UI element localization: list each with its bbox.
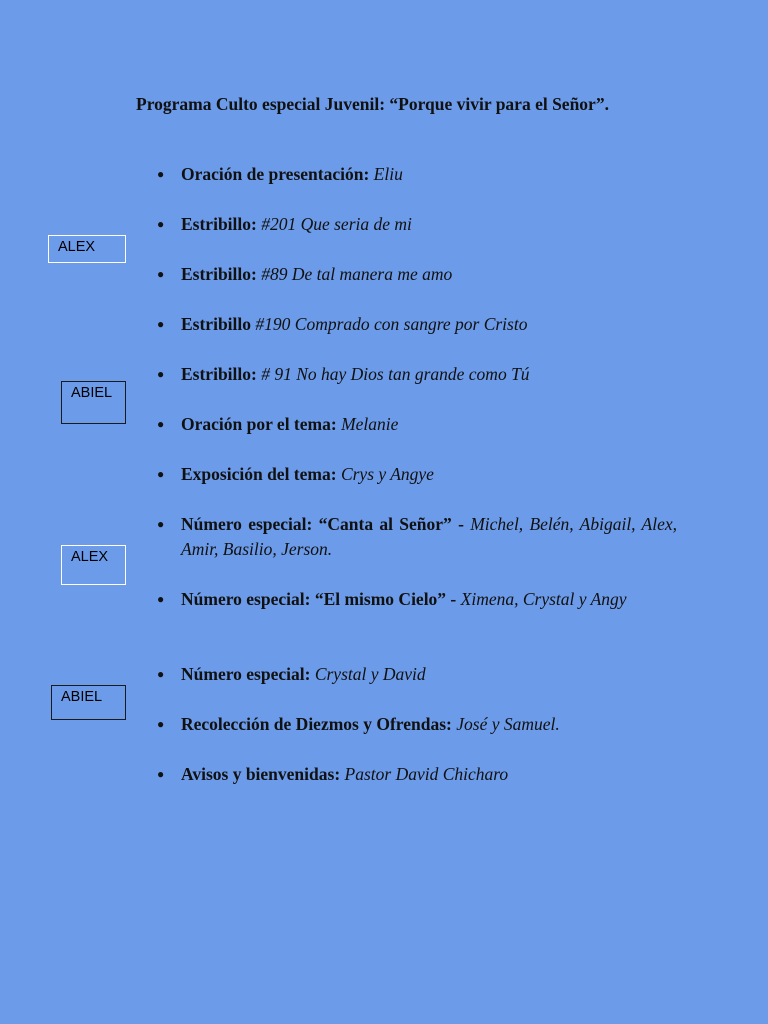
side-label-box: ALEX: [48, 235, 126, 263]
bullet-icon: ●: [157, 417, 165, 431]
item-label: Exposición del tema:: [181, 464, 337, 484]
bullet-icon: ●: [157, 467, 165, 481]
item-label: Estribillo: [181, 314, 252, 334]
list-item: [157, 362, 677, 387]
item-label: Estribillo:: [181, 214, 257, 234]
item-value: José y Samuel.: [451, 714, 560, 734]
item-value: Michel, Belén, Abigail, Alex, Amir, Basilio, Jerson.: [181, 514, 677, 559]
list-item: [157, 512, 677, 562]
item-value: Ximena, Crystal y Angy: [456, 589, 627, 609]
item-value: Crystal y David: [310, 664, 426, 684]
item-label: Estribillo:: [181, 264, 257, 284]
list-item: [157, 162, 677, 187]
list-item: [157, 762, 677, 787]
item-label: Avisos y bienvenidas:: [181, 764, 341, 784]
item-label: Recolección de Diezmos y Ofrendas:: [181, 714, 452, 734]
item-label: Número especial:: [181, 664, 311, 684]
list-item: [157, 712, 677, 737]
item-value: # 91 No hay Dios tan grande como Tú: [256, 364, 530, 384]
item-value: #201 Que seria de mi: [256, 214, 412, 234]
list-item: [157, 587, 677, 612]
bullet-icon: ●: [157, 367, 165, 381]
side-label-box: ABIEL: [61, 381, 126, 424]
list-item: [157, 312, 677, 337]
item-label: Número especial: “El mismo Cielo” -: [181, 589, 457, 609]
item-value: Pastor David Chicharo: [340, 764, 509, 784]
list-item: [157, 212, 677, 237]
side-label-box: ABIEL: [51, 685, 126, 720]
bullet-icon: ●: [157, 167, 165, 181]
item-label: Número especial: “Canta al Señor” -: [181, 514, 464, 534]
item-label: Estribillo:: [181, 364, 257, 384]
item-value: Eliu: [369, 164, 403, 184]
bullet-icon: ●: [157, 667, 165, 681]
bullet-icon: ●: [157, 592, 165, 606]
bullet-icon: ●: [157, 717, 165, 731]
bullet-icon: ●: [157, 517, 165, 531]
list-item: [157, 262, 677, 287]
program-title: Programa Culto especial Juvenil: “Porque vivir para el Señor”.: [136, 94, 609, 114]
bullet-icon: ●: [157, 767, 165, 781]
bullet-icon: ●: [157, 217, 165, 231]
item-label: Oración por el tema:: [181, 414, 337, 434]
list-item: [157, 412, 677, 437]
list-item: [157, 462, 677, 487]
bullet-icon: ●: [157, 267, 165, 281]
item-label: Oración de presentación:: [181, 164, 370, 184]
list-item: [157, 662, 677, 687]
item-value: Melanie: [336, 414, 399, 434]
side-label-box: ALEX: [61, 545, 126, 585]
bullet-icon: ●: [157, 317, 165, 331]
item-value: Crys y Angye: [336, 464, 434, 484]
item-value: #190 Comprado con sangre por Cristo: [251, 314, 528, 334]
item-value: #89 De tal manera me amo: [256, 264, 453, 284]
